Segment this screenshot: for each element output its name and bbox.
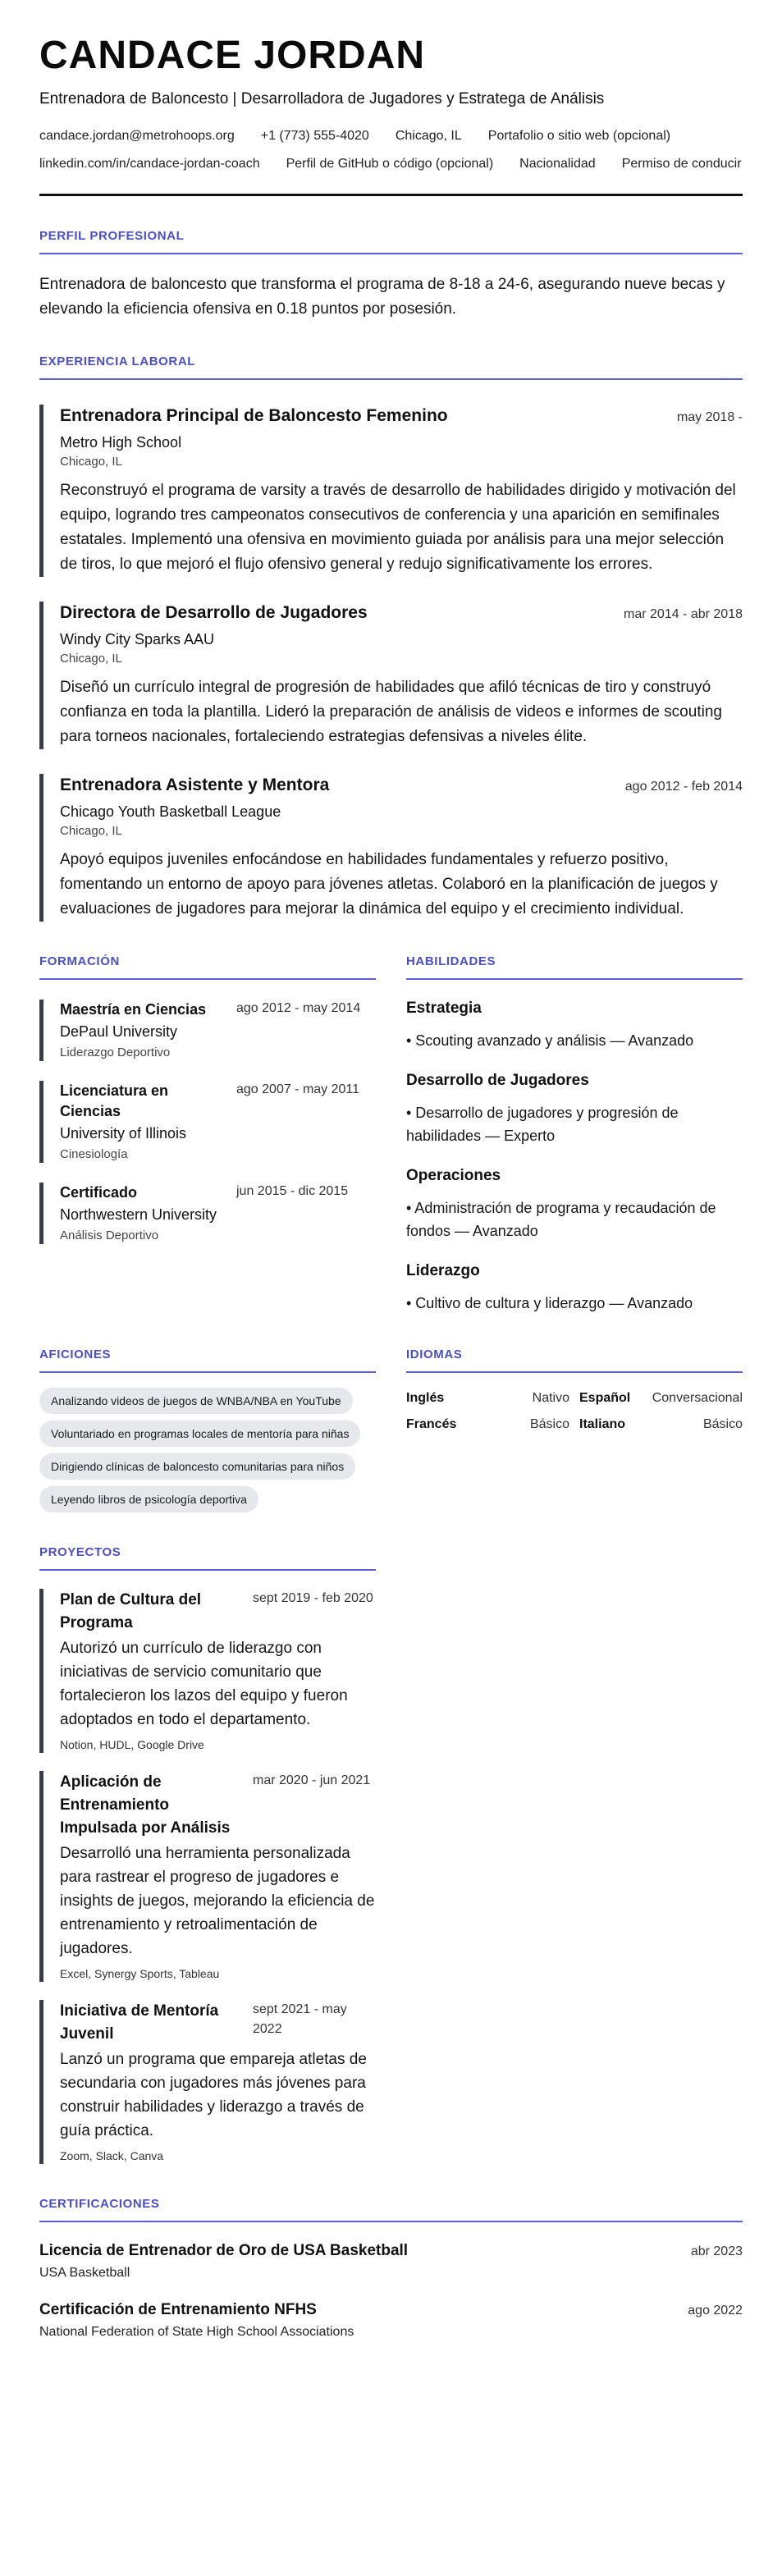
language-name: Inglés (406, 1391, 445, 1405)
language-item (406, 1391, 569, 1406)
study-field: Liderazgo Deportivo (60, 1045, 171, 1059)
skill-item: • Administración de programa y recaudación de fondos — Avanzado (406, 1200, 716, 1239)
school-name: DePaul University (60, 1023, 178, 1040)
skill-category: Operaciones (406, 1167, 501, 1184)
certification-name: Certificación de Entrenamiento NFHS (39, 2301, 317, 2318)
project-date: sept 2019 - feb 2020 (253, 1591, 373, 1605)
contact-driving-license: Permiso de conducir (621, 157, 742, 171)
certification-item (39, 2299, 743, 2340)
project-description: Autorizó un currículo de liderazgo con iniciativas de servicio comunitario que fortalecieron los lazos del equipo y fueron adoptados en todo el departamento. (60, 1640, 348, 1728)
job-title: Directora de Desarrollo de Jugadores (60, 603, 368, 622)
language-item (579, 1417, 743, 1432)
hobbies-column (39, 1315, 376, 1512)
job-title: Entrenadora Asistente y Mentora (60, 776, 330, 794)
education-column (39, 922, 376, 1315)
job-description: Apoyó equipos juveniles enfocándose en habilidades fundamentales y refuerzo positivo, fomentando un entorno de apoyo para jóvenes atletas. Colaboró en la planificación de juegos y evaluaciones de jugadores para mejorar la dinámica del equipo y el crecimiento individual. (60, 851, 718, 917)
education-item (39, 1081, 376, 1163)
contact-github[interactable]: Perfil de GitHub o código (opcional) (286, 157, 494, 171)
contact-list (39, 128, 743, 172)
degree-date: jun 2015 - dic 2015 (236, 1184, 349, 1198)
job-date: may 2018 - (676, 410, 743, 424)
project-name: Iniciativa de Mentoría Juvenil (60, 2002, 219, 2043)
header-divider (39, 194, 743, 196)
certification-issuer: USA Basketball (39, 2266, 130, 2280)
job-description: Reconstruyó el programa de varsity a través de desarrollo de habilidades dirigido y motivación del equipo, logrando tres campeonatos consecutivos de conferencia y una aparición en semifinales estatales. Implementó una ofensiva en movimiento guiada por análisis para una mejor selección de tiros, lo que mejoró el flujo ofensivo general y redujo significativamente los errores. (60, 482, 736, 573)
experience-item (39, 602, 743, 749)
degree-title: Maestría en Ciencias (60, 1001, 207, 1018)
project-date: mar 2020 - jun 2021 (253, 1773, 371, 1787)
contact-location: Chicago, IL (395, 129, 462, 143)
education-heading: FORMACIÓN (39, 954, 376, 980)
hobby-list (39, 1388, 376, 1512)
certification-date: ago 2022 (688, 2304, 743, 2317)
project-description: Lanzó un programa que empareja atletas de secundaria con jugadores más jóvenes para construir habilidades y liderazgo a través de guía práctica. (60, 2051, 367, 2139)
hobby-chip: Leyendo libros de psicología deportiva (39, 1486, 258, 1512)
job-location: Chicago, IL (60, 824, 122, 838)
skills-heading: HABILIDADES (406, 954, 743, 980)
contact-linkedin[interactable]: linkedin.com/in/candace-jordan-coach (39, 157, 260, 171)
job-organization: Metro High School (60, 434, 182, 451)
language-item (579, 1391, 743, 1406)
certifications-heading: CERTIFICACIONES (39, 2197, 743, 2222)
job-date: mar 2014 - abr 2018 (624, 607, 743, 621)
project-item (39, 1589, 376, 1753)
degree-date: ago 2012 - may 2014 (236, 1001, 361, 1015)
language-name: Francés (406, 1417, 457, 1431)
summary-text: Entrenadora de baloncesto que transforma el programa de 8-18 a 24-6, asegurando nueve becas y elevando la eficiencia ofensiva en 0.18 puntos por posesión. (39, 276, 725, 318)
job-date: ago 2012 - feb 2014 (624, 780, 743, 794)
project-description: Desarrolló una herramienta personalizada para rastrear el progreso de jugadores e insights de juegos, mejorando la eficiencia de entrenamiento y retroalimentación de jugadores. (60, 1845, 375, 1957)
job-description: Diseñó un currículo integral de progresión de habilidades que afiló técnicas de tiro y construyó confianza en toda la plantilla. Lideró la preparación de análisis de videos e informes de scouting para torneos nacionales, fortaleciendo estrategias defensivas a niveles élite. (60, 679, 722, 745)
language-name: Español (579, 1391, 631, 1405)
degree-date: ago 2007 - may 2011 (236, 1082, 360, 1096)
candidate-headline: Entrenadora de Baloncesto | Desarrolladora de Jugadores y Estratega de Análisis (39, 90, 605, 108)
job-organization: Windy City Sparks AAU (60, 631, 215, 647)
job-location: Chicago, IL (60, 652, 122, 666)
certification-date: abr 2023 (690, 2244, 743, 2258)
summary-heading: PERFIL PROFESIONAL (39, 229, 743, 254)
projects-heading: PROYECTOS (39, 1545, 376, 1571)
certification-issuer: National Federation of State High School Associations (39, 2325, 354, 2339)
school-name: Northwestern University (60, 1206, 217, 1223)
skill-category: Desarrollo de Jugadores (406, 1072, 589, 1089)
project-item (39, 1771, 376, 1982)
job-location: Chicago, IL (60, 455, 122, 469)
education-item (39, 1183, 376, 1244)
hobbies-languages-row (39, 1315, 743, 1512)
certification-item (39, 2240, 743, 2281)
project-tools: Excel, Synergy Sports, Tableau (60, 1967, 220, 1980)
languages-column (406, 1315, 743, 1512)
language-item (406, 1417, 569, 1432)
skill-item: • Desarrollo de jugadores y progresión de habilidades — Experto (406, 1105, 679, 1144)
project-date: sept 2021 - may 2022 (253, 2002, 347, 2036)
project-tools: Zoom, Slack, Canva (60, 2149, 164, 2162)
candidate-name: CANDACE JORDAN (39, 34, 426, 77)
languages-heading: IDIOMAS (406, 1347, 743, 1373)
hobby-chip: Dirigiendo clínicas de baloncesto comunitarias para niños (39, 1453, 355, 1480)
hobbies-heading: AFICIONES (39, 1347, 376, 1373)
skill-item: • Cultivo de cultura y liderazgo — Avanzado (406, 1295, 693, 1311)
skill-category: Estrategia (406, 1000, 482, 1017)
degree-title: Licenciatura en Ciencias (60, 1082, 169, 1119)
contact-nationality: Nacionalidad (519, 157, 596, 171)
study-field: Cinesiología (60, 1147, 128, 1161)
experience-item (39, 774, 743, 922)
school-name: University of Illinois (60, 1125, 187, 1142)
language-list (406, 1391, 743, 1432)
contact-portfolio[interactable]: Portafolio o sitio web (opcional) (487, 129, 671, 143)
hobby-chip: Analizando videos de juegos de WNBA/NBA en YouTube (39, 1388, 353, 1414)
experience-heading: EXPERIENCIA LABORAL (39, 355, 743, 380)
contact-email[interactable]: candace.jordan@metrohoops.org (39, 129, 235, 143)
education-skills-row (39, 922, 743, 1315)
education-item (39, 1000, 376, 1061)
project-name: Plan de Cultura del Programa (60, 1591, 202, 1631)
project-item (39, 2000, 376, 2164)
language-level: Nativo (532, 1391, 569, 1405)
experience-item (39, 405, 743, 577)
hobby-chip: Voluntariado en programas locales de mentoría para niñas (39, 1421, 360, 1447)
language-level: Básico (529, 1417, 569, 1431)
skill-category: Liderazgo (406, 1262, 480, 1279)
degree-title: Certificado (60, 1184, 138, 1201)
contact-phone[interactable]: +1 (773) 555-4020 (260, 129, 369, 143)
project-tools: Notion, HUDL, Google Drive (60, 1738, 204, 1751)
job-title: Entrenadora Principal de Baloncesto Femenino (60, 406, 448, 425)
study-field: Análisis Deportivo (60, 1229, 159, 1242)
project-name: Aplicación de Entrenamiento Impulsada por Análisis (60, 1773, 231, 1837)
projects-column (39, 1545, 376, 2164)
resume-header (39, 33, 743, 196)
language-name: Italiano (579, 1417, 626, 1431)
resume-page (39, 33, 743, 2340)
language-level: Conversacional (652, 1391, 743, 1405)
certification-name: Licencia de Entrenador de Oro de USA Basketball (39, 2242, 409, 2259)
skills-column (406, 922, 743, 1315)
language-level: Básico (702, 1417, 743, 1431)
job-organization: Chicago Youth Basketball League (60, 803, 281, 820)
skill-item: • Scouting avanzado y análisis — Avanzado (406, 1032, 694, 1049)
